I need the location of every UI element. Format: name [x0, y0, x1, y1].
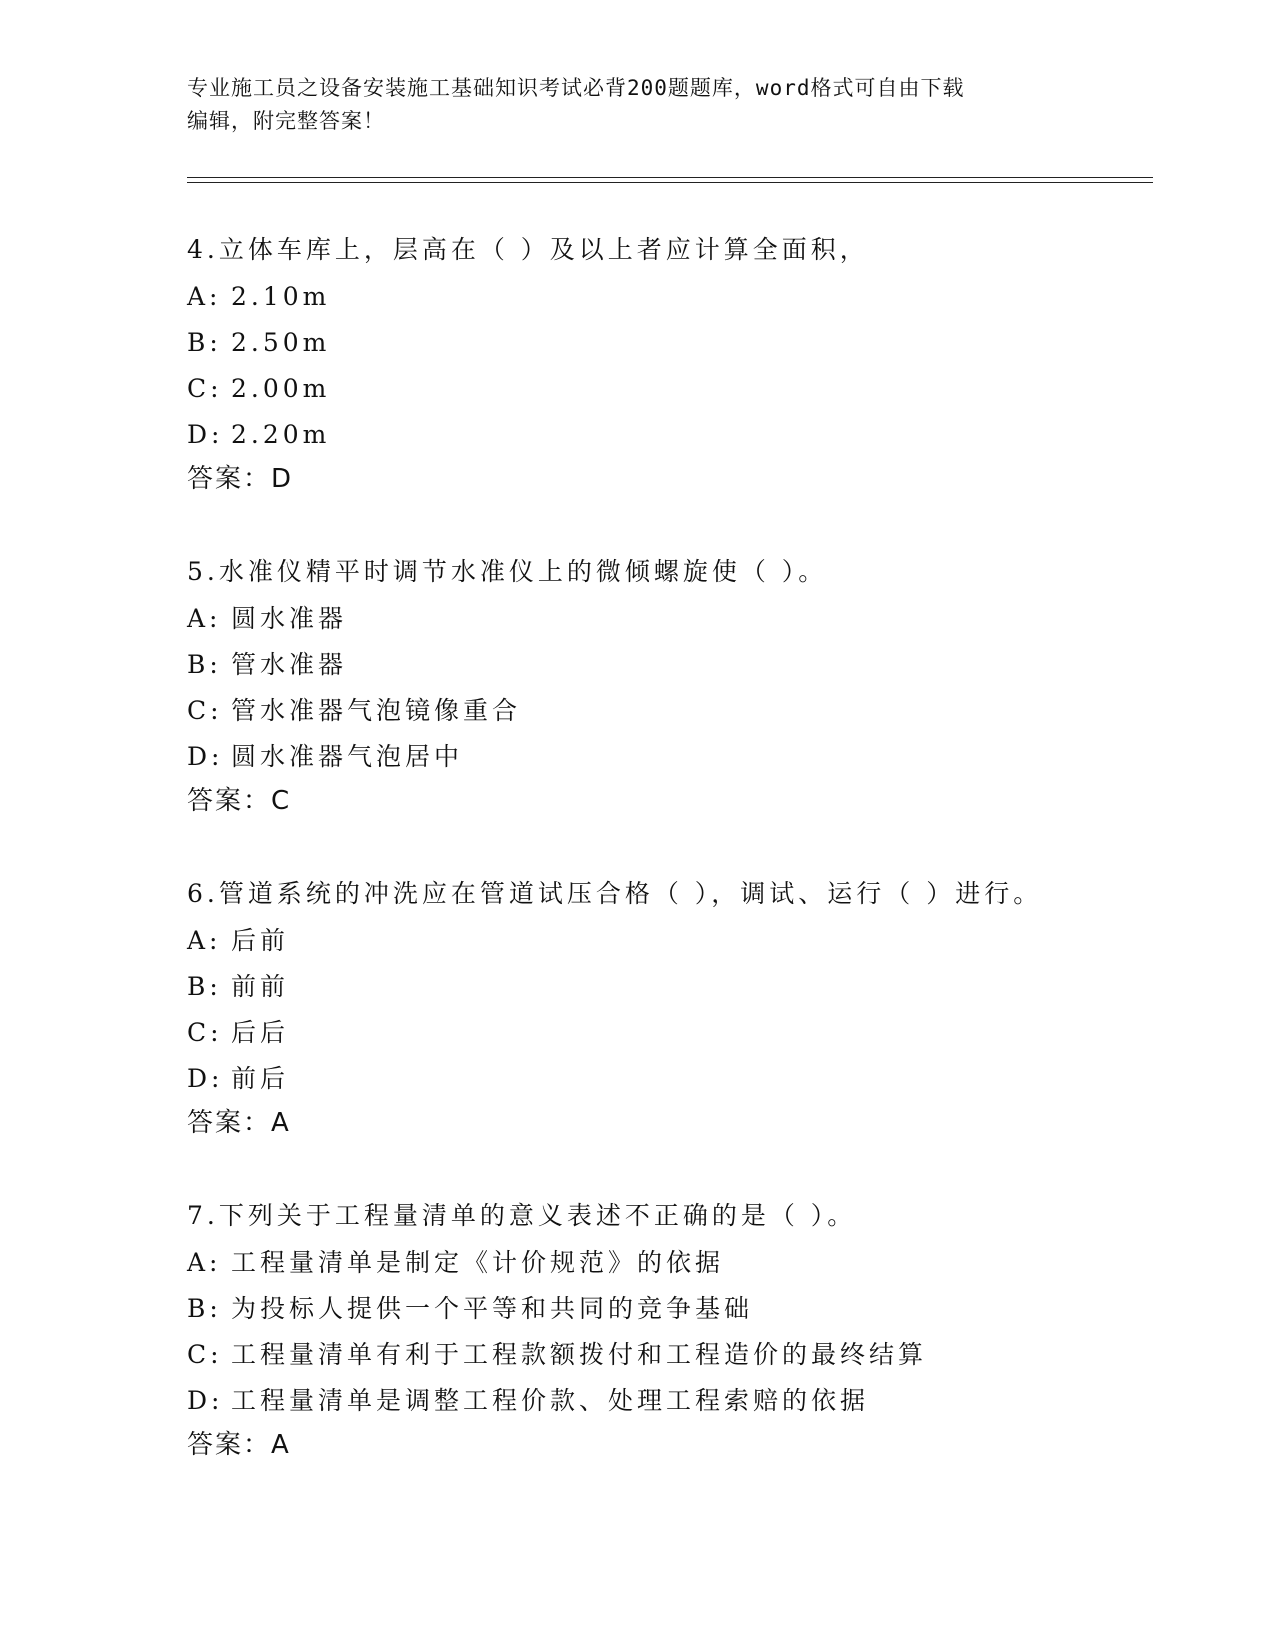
option-letter: C:	[187, 696, 223, 725]
option-a	[187, 1240, 1147, 1286]
option-letter: A:	[187, 1248, 222, 1277]
question-block	[187, 870, 1147, 1144]
option-d	[187, 1378, 1147, 1424]
option-text: 工程量清单有利于工程款额拨付和工程造价的最终结算	[231, 1340, 928, 1369]
option-letter: B:	[187, 1294, 222, 1323]
option-letter: A:	[187, 604, 222, 633]
option-text: 工程量清单是制定《计价规范》的依据	[231, 1248, 725, 1277]
header-line-2: 编辑，附完整答案！	[187, 109, 385, 133]
option-letter: A:	[187, 926, 222, 955]
option-text: 圆水准器	[231, 604, 348, 633]
option-d	[187, 412, 1147, 458]
option-d	[187, 734, 1147, 780]
option-text: 为投标人提供一个平等和共同的竞争基础	[231, 1294, 754, 1323]
answer-label: 答案：	[187, 786, 272, 816]
option-text: 管水准器气泡镜像重合	[231, 696, 522, 725]
option-c	[187, 1332, 1147, 1378]
option-text: 2.50m	[231, 328, 331, 357]
header-divider-bottom	[187, 182, 1153, 183]
option-text: 前前	[231, 972, 290, 1001]
option-letter: D:	[187, 420, 224, 449]
option-a	[187, 918, 1147, 964]
option-letter: A:	[187, 282, 222, 311]
question-stem: 6.管道系统的冲洗应在管道试压合格（ ），调试、运行（ ）进行。	[187, 879, 1043, 908]
option-letter: C:	[187, 1340, 223, 1369]
option-letter: C:	[187, 374, 223, 403]
option-text: 前后	[231, 1064, 290, 1093]
answer-line	[187, 458, 1147, 500]
answer-label: 答案：	[187, 1108, 272, 1138]
option-letter: D:	[187, 1386, 224, 1415]
question-stem: 4.立体车库上，层高在（ ）及以上者应计算全面积，	[187, 235, 869, 264]
option-d	[187, 1056, 1147, 1102]
answer-value: C	[271, 786, 290, 816]
answer-line	[187, 1102, 1147, 1144]
answer-label: 答案：	[187, 1430, 272, 1460]
option-text: 2.20m	[231, 420, 331, 449]
option-letter: B:	[187, 650, 222, 679]
option-text: 管水准器	[231, 650, 348, 679]
answer-label: 答案：	[187, 464, 272, 494]
option-letter: D:	[187, 742, 224, 771]
option-text: 2.10m	[231, 282, 331, 311]
option-b	[187, 964, 1147, 1010]
option-letter: B:	[187, 972, 222, 1001]
answer-value: D	[271, 464, 292, 494]
option-letter: B:	[187, 328, 222, 357]
question-block	[187, 1192, 1147, 1466]
option-c	[187, 366, 1147, 412]
document-header	[187, 72, 1067, 138]
header-divider-top	[187, 177, 1153, 178]
answer-line	[187, 1424, 1147, 1466]
header-line-1: 专业施工员之设备安装施工基础知识考试必背200题题库，word格式可自由下载	[187, 76, 965, 100]
option-text: 工程量清单是调整工程价款、处理工程索赔的依据	[231, 1386, 870, 1415]
question-block	[187, 548, 1147, 822]
option-letter: C:	[187, 1018, 223, 1047]
option-c	[187, 688, 1147, 734]
option-a	[187, 596, 1147, 642]
option-text: 圆水准器气泡居中	[231, 742, 464, 771]
answer-line	[187, 780, 1147, 822]
option-c	[187, 1010, 1147, 1056]
option-b	[187, 320, 1147, 366]
question-stem: 5.水准仪精平时调节水准仪上的微倾螺旋使（ ）。	[187, 557, 828, 586]
question-block	[187, 226, 1147, 500]
option-text: 后前	[231, 926, 290, 955]
answer-value: A	[271, 1108, 289, 1138]
option-text: 后后	[231, 1018, 290, 1047]
option-a	[187, 274, 1147, 320]
option-text: 2.00m	[231, 374, 331, 403]
question-stem: 7.下列关于工程量清单的意义表述不正确的是（ ）。	[187, 1201, 857, 1230]
option-letter: D:	[187, 1064, 224, 1093]
option-b	[187, 642, 1147, 688]
option-b	[187, 1286, 1147, 1332]
answer-value: A	[271, 1430, 289, 1460]
